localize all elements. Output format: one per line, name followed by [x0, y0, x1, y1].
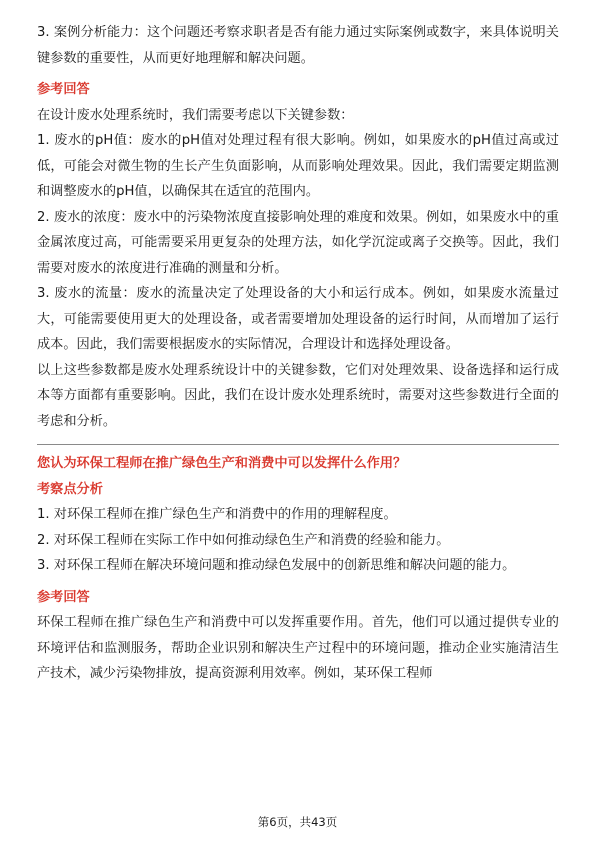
answer-conclusion: 以上这些参数都是废水处理系统设计中的关键参数，它们对处理效果、设备选择和运行成本等方面都有重要影响。因此，我们在设计废水处理系统时，需要对这些参数进行全面的考虑和分析。 — [37, 362, 559, 429]
answer-point-concentration: 2. 废水的浓度：废水中的污染物浓度直接影响处理的难度和效果。例如，如果废水中的重金属浓度过高，可能需要采用更复杂的处理方法，如化学沉淀或离子交换等。因此，我们需要对废水的浓度进行准确的测量和分析。 — [37, 209, 559, 276]
analysis-point-3: 3. 对环保工程师在解决环境问题和推动绿色发展中的创新思维和解决问题的能力。 — [37, 558, 516, 573]
analysis-point-2: 2. 对环保工程师在实际工作中如何推动绿色生产和消费的经验和能力。 — [37, 532, 450, 548]
reference-answer-text: 环保工程师在推广绿色生产和消费中可以发挥重要作用。首先，他们可以通过提供专业的环境评估和监测服务，帮助企业识别和解决生产过程中的环境问题，推动企业实施清洁生产技术，减少污染物排放，提高资源利用效率。例如，某环保工程师 — [37, 615, 559, 681]
reference-answer-heading: 参考回答 — [37, 82, 90, 97]
reference-answer-heading-2: 参考回答 — [37, 589, 90, 605]
analysis-point-1: 1. 对环保工程师在推广绿色生产和消费中的作用的理解程度。 — [37, 507, 397, 522]
document-page — [37, 20, 559, 687]
analysis-heading: 考察点分析 — [37, 481, 103, 497]
answer-point-flow: 3. 废水的流量：废水的流量决定了处理设备的大小和运行成本。例如，如果废水流量过大，可能需要使用更大的处理设备，或者需要增加处理设备的运行时间，从而增加了运行成本。因此，我们需要根据废水的实际情况，合理设计和选择处理设备。 — [37, 286, 559, 352]
page-number: 第6页，共43页 — [257, 815, 338, 829]
section-divider — [37, 444, 559, 445]
analysis-item-3: 3. 案例分析能力：这个问题还考察求职者是否有能力通过实际案例或数字，来具体说明关键参数的重要性，从而更好地理解和解决问题。 — [37, 25, 559, 66]
answer-intro: 在设计废水处理系统时，我们需要考虑以下关键参数： — [37, 107, 354, 123]
answer-point-ph: 1. 废水的pH值：废水的pH值对处理过程有很大影响。例如，如果废水的pH值过高或过低，可能会对微生物的生长产生负面影响，从而影响处理效果。因此，我们需要定期监测和调整废水的pH值，以确保其在适宜的范围内。 — [37, 133, 559, 199]
question-heading: 您认为环保工程师在推广绿色生产和消费中可以发挥什么作用？ — [37, 456, 407, 471]
